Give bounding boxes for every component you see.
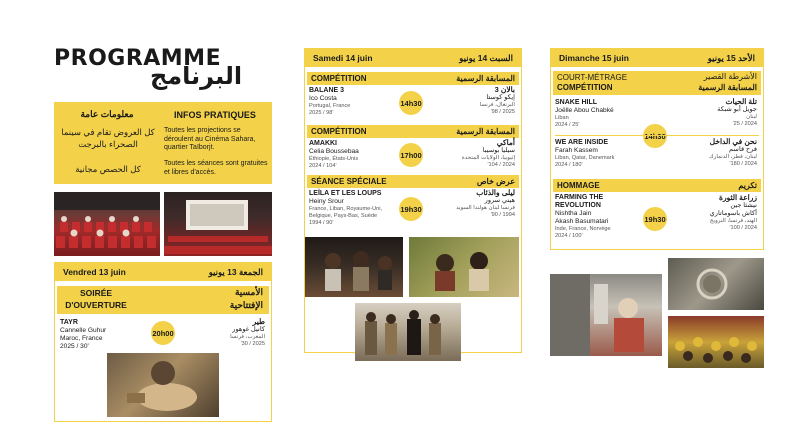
film-year: 2024 / 104' <box>309 163 337 169</box>
film-director-ar: إيكو كوستا <box>486 94 515 101</box>
leila-info-fr <box>309 190 401 227</box>
infos-text-ar-2: كل الحصص مجانية <box>75 164 141 174</box>
film-year-ar: 2025 / 98' <box>490 109 515 115</box>
film-country-ar: فرنسا لبنان هولندا السويد <box>456 205 515 211</box>
tayr-illustration <box>107 353 219 417</box>
section-label-fr-1: COURT-MÉTRAGE <box>557 73 628 82</box>
section-label-fr: HOMMAGE <box>557 181 600 190</box>
programme-title-fr: PROGRAMME <box>54 46 222 71</box>
film-country: Portugal, France <box>309 103 351 109</box>
film-year: 2024 / 100' <box>555 233 583 239</box>
leila-section <box>307 175 519 188</box>
film-title-ar: بالان 3 <box>494 85 515 94</box>
soiree-title-ar-1: الأمسية <box>234 287 263 297</box>
we-are-inside-illustration <box>550 274 662 356</box>
hommage-time-badge: 19h30 <box>643 207 667 231</box>
film-director-ar: هيني سرور <box>484 197 515 204</box>
snake-hill-still <box>668 258 764 310</box>
film-country: Liban, Qatar, Danemark <box>555 155 615 161</box>
we-are-inside-still <box>550 274 662 356</box>
soiree-title-fr-1: SOIRÉE <box>79 288 113 298</box>
film-title-ar: زراعة الثورة <box>719 193 757 202</box>
film-country: Inde, France, Norvège <box>555 226 611 232</box>
farming-still <box>668 316 764 368</box>
balane-section <box>307 72 519 85</box>
film-title: TAYR <box>60 319 78 326</box>
film-title: WE ARE INSIDE <box>555 139 609 146</box>
tayr-time-badge: 20h00 <box>151 321 175 345</box>
amakki-illustration <box>305 237 403 297</box>
section-label-fr: COMPÉTITION <box>311 127 367 136</box>
soiree-title-fr-2: D'OUVERTURE <box>65 300 127 310</box>
film-title-ar: نحن في الداخل <box>709 137 757 146</box>
saturday-header <box>305 49 521 67</box>
film-title-1: FARMING THE <box>555 194 604 201</box>
section-label-fr: SÉANCE SPÉCIALE <box>311 177 387 186</box>
film-director: Heiny Srour <box>309 198 344 205</box>
infos-text-ar-1: كل العروض تقام في سينما الصحراء بالبرجت <box>61 127 155 149</box>
screen-illustration <box>164 192 272 256</box>
leila-illustration <box>355 303 461 361</box>
we-are-inside-info-fr <box>555 139 614 169</box>
amakki-section <box>307 125 519 138</box>
sunday-date-ar: الأحد 15 يونيو <box>707 52 755 63</box>
tayr-still <box>107 353 219 417</box>
film-year-ar: 1994 / 90' <box>490 212 515 218</box>
amakki-still <box>305 237 403 297</box>
amakki-time-badge: 17h00 <box>399 143 423 167</box>
film-director: Ico Costa <box>309 95 337 102</box>
court-metrage-section <box>553 71 761 95</box>
film-director-ar-2: أكاش باسوماتاري <box>709 210 757 217</box>
snake-hill-info-fr <box>555 99 614 129</box>
film-title-ar: أماكي <box>496 138 515 147</box>
friday-header <box>55 263 271 281</box>
film-year: 2024 / 180' <box>555 162 583 168</box>
film-year-ar: 2025 / 30' <box>240 341 265 347</box>
film-country-ar: الهند، فرنسا، النرويج <box>709 218 757 224</box>
film-director-1: Nishtha Jain <box>555 210 592 217</box>
hommage-section <box>553 179 761 192</box>
film-director: Cannelle Guhur <box>60 327 107 334</box>
film-title: SNAKE HILL <box>555 99 597 106</box>
divider <box>555 135 759 136</box>
section-label-ar: تكريم <box>738 181 757 190</box>
infos-title-ar: معلومات عامة <box>80 109 134 119</box>
farming-illustration <box>668 316 764 368</box>
friday-panel <box>54 262 272 422</box>
leila-time-badge: 19h30 <box>399 197 423 221</box>
farming-info-fr <box>555 194 611 240</box>
film-country-ar: لبنان <box>746 114 757 120</box>
cinema-audience-photo <box>54 192 160 256</box>
section-label-ar: المسابقة الرسمية <box>456 127 515 136</box>
section-label-ar-1: الأشرطة القصير <box>703 72 757 81</box>
friday-date-ar: الجمعة 13 يونيو <box>208 266 263 277</box>
section-label-fr-2: COMPÉTITION <box>557 83 613 92</box>
infos-title-fr: INFOS PRATIQUES <box>174 110 256 120</box>
film-country-ar: البرتغال، فرنسا <box>479 102 515 108</box>
film-director-ar: كانيل غوهور <box>232 326 265 333</box>
section-label-ar: عرض خاص <box>476 177 515 186</box>
infos-text-fr-1: Toutes les projections se déroulent au Cinéma Sahara, quartier Taïborjt. <box>164 127 256 151</box>
balane-info-fr <box>309 87 350 117</box>
film-director-2: Akash Basumatari <box>555 218 609 225</box>
film-title: BALANE 3 <box>309 87 345 94</box>
film-year-ar: 2024 / 104' <box>487 162 515 168</box>
film-title-2: REVOLUTION <box>555 202 601 209</box>
film-title-ar: تلة الحيات <box>725 97 757 106</box>
film-director-ar: فرح قاسم <box>729 146 757 153</box>
snake-hill-info-ar <box>717 98 757 128</box>
balane-still <box>409 237 519 297</box>
film-director-ar: جويل أبو شبكة <box>717 106 757 113</box>
film-country: Éthiopie, États-Unis <box>309 156 359 162</box>
film-country-ar: إثيوبيا، الولايات المتحدة <box>461 155 515 161</box>
amakki-info-ar <box>462 139 515 169</box>
balane-illustration <box>409 237 519 297</box>
section-label-fr: COMPÉTITION <box>311 74 367 83</box>
film-country: Liban <box>555 115 569 121</box>
film-year-ar: 2024 / 180' <box>729 161 757 167</box>
snake-hill-illustration <box>668 258 764 310</box>
film-country-ar: المغرب، فرنسا <box>230 334 265 340</box>
tayr-info-ar <box>230 318 265 348</box>
film-country-ar: لبنان، قطر، الدنمارك <box>709 154 757 160</box>
film-year: 2025 / 30' <box>60 343 89 350</box>
film-director: Joëlle Abou Chabké <box>555 107 614 114</box>
film-title-ar: طير <box>252 317 265 326</box>
section-label-ar: المسابقة الرسمية <box>456 74 515 83</box>
shorts-time-badge: 14h30 <box>643 124 667 148</box>
farming-info-ar <box>710 194 757 232</box>
soiree-title-ar-2: الإفتتاحية <box>229 300 263 310</box>
soiree-box <box>57 286 269 314</box>
film-year: 2025 / 98' <box>309 110 334 116</box>
section-label-ar-2: المسابقة الرسمية <box>698 83 757 92</box>
film-country: Maroc, France <box>60 335 103 342</box>
balane-info-ar <box>480 86 515 116</box>
film-director: Celia Boussebaa <box>309 148 359 155</box>
film-title: LEÏLA ET LES LOUPS <box>309 190 382 197</box>
friday-date-fr: Vendred 13 juin <box>63 267 126 277</box>
saturday-date-ar: السبت 14 يونيو <box>459 52 513 63</box>
film-year: 1994 / 90' <box>309 220 334 226</box>
film-year-ar: 2024 / 100' <box>729 225 757 231</box>
balane-time-badge: 14h30 <box>399 91 423 115</box>
leila-still <box>355 303 461 361</box>
audience-illustration <box>54 192 160 256</box>
film-director-ar-1: نيشثا جين <box>730 202 757 209</box>
sunday-panel <box>550 48 764 250</box>
infos-text-fr-2: Toutes les séances sont gratuites et libres d'accès. <box>164 160 268 176</box>
film-year: 2024 / 25' <box>555 122 580 128</box>
programme-title-ar: البرنامج <box>150 62 243 90</box>
sunday-header <box>551 49 763 67</box>
we-are-inside-info-ar <box>709 138 757 168</box>
saturday-date-fr: Samedi 14 juin <box>313 53 373 63</box>
infos-box <box>54 102 272 184</box>
sunday-date-fr: Dimanche 15 juin <box>559 53 629 63</box>
tayr-info-fr <box>60 319 106 351</box>
film-title: AMAKKI <box>309 140 337 147</box>
film-country: France, Liban, Royaume-Uni, Belgique, Pays-Bas, Suède <box>309 206 383 219</box>
film-year-ar: 2024 / 25' <box>732 121 757 127</box>
film-title-ar: ليلى والذئاب <box>476 188 515 197</box>
saturday-panel <box>304 48 522 353</box>
cinema-screen-photo <box>164 192 272 256</box>
leila-info-ar <box>456 189 515 219</box>
film-director: Farah Kassem <box>555 147 598 154</box>
film-director-ar: سيليا بوسيبا <box>482 147 515 154</box>
amakki-info-fr <box>309 140 359 170</box>
